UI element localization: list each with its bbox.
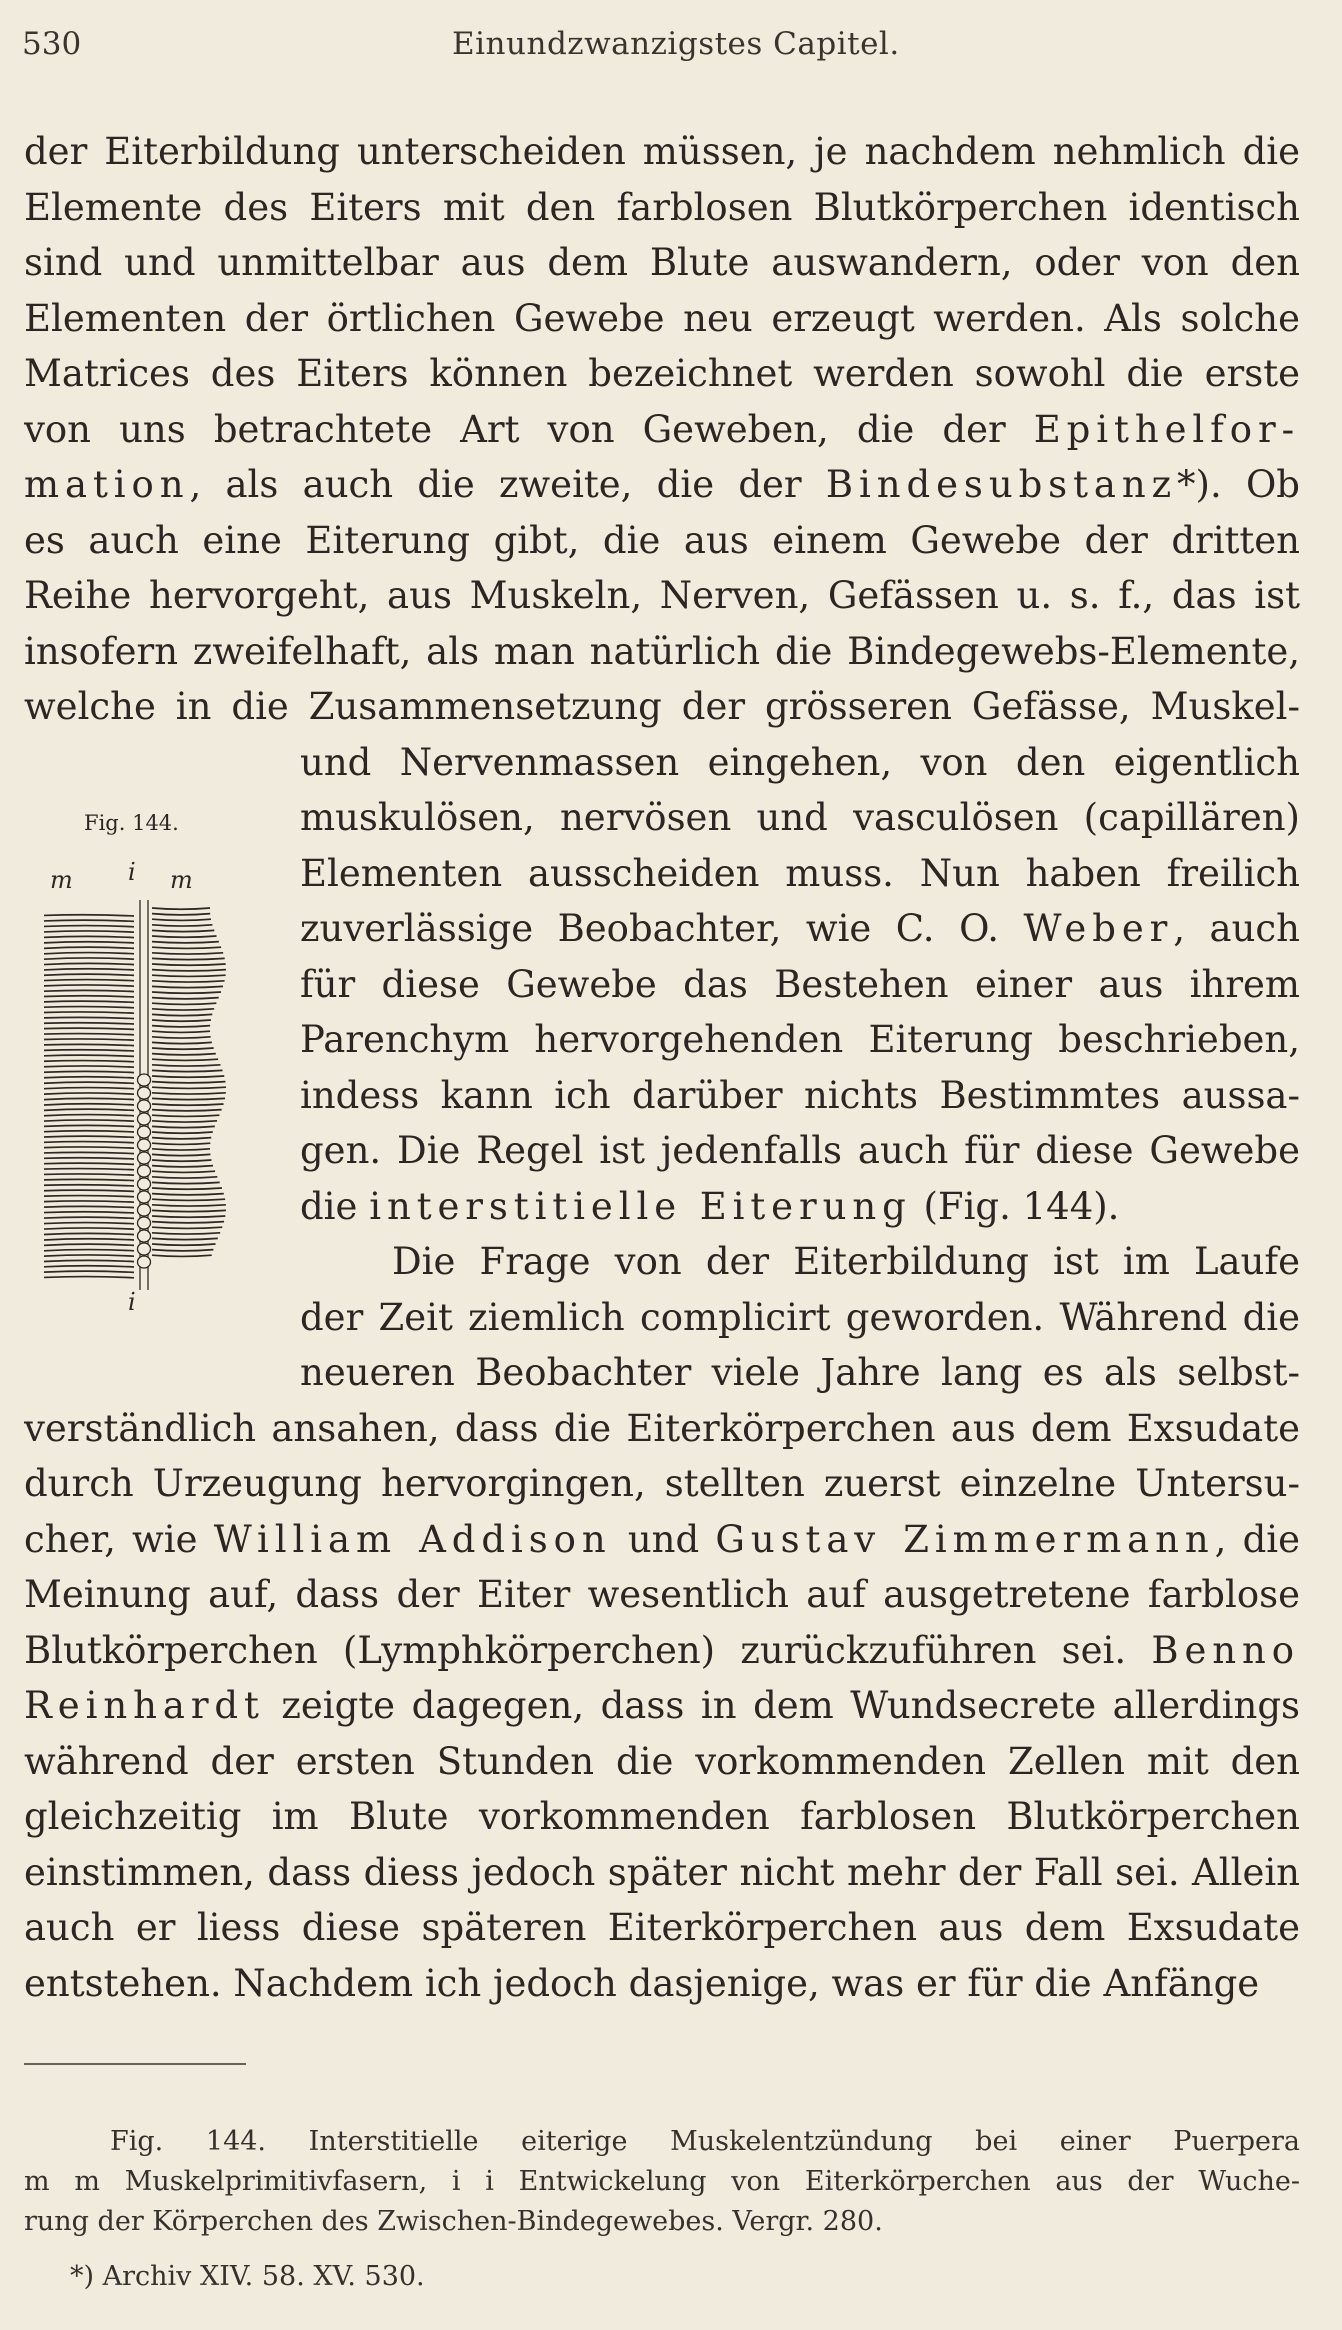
muscle-fiber-line bbox=[152, 1048, 214, 1049]
muscle-fiber-line bbox=[44, 1228, 134, 1229]
muscle-fiber-line bbox=[44, 1034, 134, 1035]
pus-cell bbox=[138, 1074, 151, 1086]
muscle-fiber-line bbox=[44, 1050, 134, 1051]
muscle-fiber-line bbox=[44, 990, 134, 991]
muscle-fiber-line bbox=[152, 1149, 210, 1150]
body-line: Elementen der örtlichen Gewebe neu erzeugt werden. Als solche bbox=[24, 297, 1300, 340]
footnote-rule bbox=[24, 2063, 246, 2065]
muscle-fiber-line bbox=[44, 1266, 134, 1267]
muscle-fiber-line bbox=[44, 926, 134, 927]
muscle-fiber-line bbox=[44, 931, 134, 932]
muscle-fiber-line bbox=[152, 1020, 211, 1021]
muscle-fiber-line bbox=[152, 958, 225, 959]
figure-label: Fig. 144. bbox=[84, 811, 179, 835]
muscle-fiber-line bbox=[44, 1206, 134, 1207]
muscle-fiber-line bbox=[152, 1082, 225, 1083]
body-line: der Eiterbildung unterscheiden müssen, je nachdem nehmlich die bbox=[24, 130, 1300, 173]
muscle-fiber-line bbox=[152, 1182, 220, 1183]
pus-cell bbox=[138, 1165, 151, 1177]
muscle-fiber-line bbox=[152, 1003, 216, 1004]
body-line: von uns betrachtete Art von Geweben, die der Epithelfor- bbox=[24, 408, 1300, 451]
figure-letter: i bbox=[128, 1288, 136, 1316]
muscle-fiber-line bbox=[152, 1054, 216, 1055]
muscle-fiber-line bbox=[44, 1212, 134, 1213]
muscle-fiber-line bbox=[152, 1194, 224, 1195]
muscle-fiber-line bbox=[152, 930, 214, 931]
muscle-fiber-line bbox=[152, 1205, 226, 1206]
muscle-fiber-line bbox=[152, 1210, 226, 1211]
muscle-fiber-line bbox=[44, 1147, 134, 1148]
footnote-line: m m Muskelprimitivfasern, i i Entwickelung von Eiterkörperchen aus der Wuche- bbox=[24, 2166, 1300, 2197]
body-line: Parenchym hervorgehenden Eiterung beschrieben, bbox=[300, 1018, 1300, 1061]
muscle-fiber-line bbox=[44, 1093, 134, 1094]
muscle-fiber-line bbox=[44, 1061, 134, 1062]
muscle-fiber-line bbox=[152, 1244, 216, 1245]
muscle-fiber-line bbox=[152, 992, 221, 993]
pus-cell bbox=[138, 1113, 151, 1125]
muscle-fiber-line bbox=[152, 942, 219, 943]
muscle-fiber-line bbox=[152, 1126, 215, 1127]
muscle-fiber-line bbox=[152, 947, 221, 948]
muscle-fiber-line bbox=[152, 981, 225, 982]
muscle-fiber-line bbox=[152, 1104, 224, 1105]
muscle-fiber-line bbox=[152, 1110, 222, 1111]
muscle-fiber-line bbox=[44, 1044, 134, 1045]
muscle-fiber-line bbox=[152, 925, 212, 926]
muscle-fiber-line bbox=[152, 1087, 226, 1088]
body-line: Reinhardt zeigte dagegen, dass in dem Wundsecrete allerdings bbox=[24, 1684, 1300, 1727]
muscle-fiber-line bbox=[44, 1163, 134, 1164]
muscle-fiber-line bbox=[44, 1131, 134, 1132]
muscle-fiber-line bbox=[44, 1223, 134, 1224]
muscle-fiber-line bbox=[152, 1026, 210, 1027]
body-line: die interstitielle Eiterung (Fig. 144). bbox=[300, 1185, 1120, 1228]
muscle-fiber-line bbox=[152, 1059, 218, 1060]
muscle-fiber-line bbox=[152, 975, 226, 976]
body-line: während der ersten Stunden die vorkommenden Zellen mit den bbox=[24, 1740, 1300, 1783]
muscle-fiber-line bbox=[152, 1255, 212, 1256]
muscle-fiber-line bbox=[152, 1009, 214, 1010]
muscle-fiber-line bbox=[44, 1179, 134, 1180]
muscle-fiber-line bbox=[44, 1007, 134, 1008]
muscle-fiber-line bbox=[44, 1039, 134, 1040]
body-line: auch er liess diese späteren Eiterkörperchen aus dem Exsudate bbox=[24, 1906, 1300, 1949]
body-line: welche in die Zusammensetzung der grösseren Gefässe, Muskel- bbox=[24, 685, 1300, 728]
muscle-fiber-line bbox=[44, 915, 134, 916]
muscle-fiber-line bbox=[44, 1012, 134, 1013]
body-line: zuverlässige Beobachter, wie C. O. Weber, auch bbox=[300, 907, 1300, 950]
muscle-fiber-line bbox=[44, 1077, 134, 1078]
pus-cell bbox=[138, 1243, 151, 1255]
muscle-fiber-line bbox=[152, 986, 223, 987]
figure-letter: m bbox=[170, 866, 193, 894]
muscle-fiber-line bbox=[44, 1120, 134, 1121]
muscle-fiber-line bbox=[44, 974, 134, 975]
muscle-fiber-line bbox=[152, 1132, 213, 1133]
muscle-fiber-line bbox=[44, 958, 134, 959]
muscle-fiber-line bbox=[152, 1238, 218, 1239]
pus-cell bbox=[138, 1256, 151, 1268]
chapter-title: Einundzwanzigstes Capitel. bbox=[452, 26, 900, 62]
muscle-fiber-line bbox=[152, 1138, 211, 1139]
muscle-fiber-line bbox=[44, 1271, 134, 1272]
muscle-fiber-line bbox=[44, 1098, 134, 1099]
muscle-fiber-line bbox=[44, 980, 134, 981]
muscle-fiber-line bbox=[152, 1199, 225, 1200]
muscle-fiber-line bbox=[152, 914, 210, 915]
body-line: gen. Die Regel ist jedenfalls auch für diese Gewebe bbox=[300, 1129, 1300, 1172]
muscle-fiber-line bbox=[152, 1177, 217, 1178]
muscle-fiber-line bbox=[152, 1216, 225, 1217]
muscle-fiber-line bbox=[44, 1158, 134, 1159]
footnote-line: Fig. 144. Interstitielle eiterige Muskelentzündung bei einer Puerpera bbox=[110, 2126, 1300, 2157]
muscle-fiber-line bbox=[44, 963, 134, 964]
muscle-fiber-line bbox=[44, 1082, 134, 1083]
muscle-fiber-line bbox=[44, 1233, 134, 1234]
pus-cell bbox=[138, 1178, 151, 1190]
muscle-fiber-line bbox=[44, 1125, 134, 1126]
muscle-fiber-line bbox=[152, 1076, 224, 1077]
muscle-fiber-line bbox=[152, 1171, 215, 1172]
body-line: Elementen ausscheiden muss. Nun haben freilich bbox=[300, 852, 1300, 895]
muscle-fiber-line bbox=[152, 1222, 224, 1223]
muscle-fiber-line bbox=[44, 1109, 134, 1110]
body-line: sind und unmittelbar aus dem Blute auswandern, oder von den bbox=[24, 241, 1300, 284]
pus-cell bbox=[138, 1100, 151, 1112]
muscle-fiber-line bbox=[152, 953, 223, 954]
muscle-fiber-line bbox=[44, 969, 134, 970]
pus-cell bbox=[138, 1230, 151, 1242]
muscle-fiber-line bbox=[44, 1017, 134, 1018]
body-line: Meinung auf, dass der Eiter wesentlich auf ausgetretene farblose bbox=[24, 1573, 1300, 1616]
pus-cell bbox=[138, 1152, 151, 1164]
body-line: und Nervenmassen eingehen, von den eigentlich bbox=[300, 741, 1300, 784]
muscle-fiber-line bbox=[44, 1088, 134, 1089]
muscle-fiber-line bbox=[152, 1188, 222, 1189]
muscle-fiber-line bbox=[152, 1115, 219, 1116]
muscle-fiber-line bbox=[44, 985, 134, 986]
pus-cell bbox=[138, 1217, 151, 1229]
muscle-fiber-line bbox=[44, 1260, 134, 1261]
body-line: neueren Beobachter viele Jahre lang es als selbst- bbox=[300, 1351, 1300, 1394]
muscle-fiber-line bbox=[152, 964, 226, 965]
pus-cell bbox=[138, 1139, 151, 1151]
muscle-fiber-line bbox=[152, 1098, 225, 1099]
muscle-fiber-line bbox=[44, 1066, 134, 1067]
muscle-fiber-line bbox=[44, 947, 134, 948]
muscle-fiber-line bbox=[152, 1037, 211, 1038]
muscle-fiber-line bbox=[44, 953, 134, 954]
body-line: Die Frage von der Eiterbildung ist im Laufe bbox=[392, 1240, 1300, 1283]
body-line: Blutkörperchen (Lymphkörperchen) zurückzuführen sei. Benno bbox=[24, 1629, 1300, 1672]
muscle-fiber-line bbox=[152, 919, 211, 920]
muscle-fiber-figure bbox=[44, 850, 236, 1320]
muscle-fiber-line bbox=[152, 1227, 222, 1228]
muscle-fiber-line bbox=[44, 1190, 134, 1191]
figure-letter: i bbox=[128, 858, 136, 886]
muscle-fiber-line bbox=[44, 1185, 134, 1186]
body-line: Reihe hervorgeht, aus Muskeln, Nerven, Gefässen u. s. f., das ist bbox=[24, 574, 1300, 617]
muscle-fiber-line bbox=[44, 1028, 134, 1029]
muscle-fiber-line bbox=[44, 1250, 134, 1251]
muscle-fiber-line bbox=[152, 1093, 226, 1094]
muscle-fiber-line bbox=[152, 1031, 210, 1032]
muscle-fiber-line bbox=[44, 942, 134, 943]
body-line: muskulösen, nervösen und vasculösen (capillären) bbox=[300, 796, 1300, 839]
body-line: indess kann ich darüber nichts Bestimmtes aussa- bbox=[300, 1074, 1300, 1117]
muscle-fiber-line bbox=[44, 1104, 134, 1105]
muscle-fiber-line bbox=[152, 1160, 211, 1161]
muscle-fiber-line bbox=[152, 1250, 213, 1251]
body-line: entstehen. Nachdem ich jedoch dasjenige, was er für die Anfänge bbox=[24, 1962, 1260, 2005]
muscle-fiber-line bbox=[152, 1065, 220, 1066]
muscle-fiber-line bbox=[152, 908, 210, 909]
muscle-fiber-line bbox=[44, 1201, 134, 1202]
muscle-fiber-line bbox=[44, 1196, 134, 1197]
body-line: cher, wie William Addison und Gustav Zimmermann, die bbox=[24, 1518, 1300, 1561]
muscle-fiber-line bbox=[152, 970, 226, 971]
body-line: Elemente des Eiters mit den farblosen Blutkörperchen identisch bbox=[24, 186, 1300, 229]
muscle-fiber-line bbox=[152, 1154, 210, 1155]
pus-cell bbox=[138, 1191, 151, 1203]
muscle-fiber-line bbox=[152, 1166, 213, 1167]
muscle-fiber-line bbox=[44, 936, 134, 937]
muscle-fiber-line bbox=[152, 1121, 217, 1122]
muscle-fiber-line bbox=[152, 1143, 210, 1144]
pus-cell bbox=[138, 1126, 151, 1138]
muscle-fiber-line bbox=[44, 1244, 134, 1245]
muscle-fiber-line bbox=[152, 1070, 223, 1071]
muscle-fiber-line bbox=[44, 996, 134, 997]
muscle-fiber-line bbox=[44, 920, 134, 921]
muscle-fiber-line bbox=[44, 1071, 134, 1072]
muscle-fiber-line bbox=[152, 936, 217, 937]
muscle-fiber-line bbox=[152, 1042, 212, 1043]
muscle-fiber-line bbox=[44, 1277, 134, 1278]
muscle-fiber-line bbox=[44, 1152, 134, 1153]
body-line: mation, als auch die zweite, die der Bindesubstanz*). Ob bbox=[24, 463, 1300, 506]
muscle-fiber-line bbox=[44, 1115, 134, 1116]
muscle-fiber-line bbox=[44, 1001, 134, 1002]
muscle-fiber-line bbox=[44, 1055, 134, 1056]
body-line: für diese Gewebe das Bestehen einer aus ihrem bbox=[300, 963, 1300, 1006]
muscle-fiber-line bbox=[152, 998, 219, 999]
muscle-fiber-line bbox=[44, 1217, 134, 1218]
muscle-fiber-line bbox=[44, 1239, 134, 1240]
body-line: der Zeit ziemlich complicirt geworden. Während die bbox=[300, 1296, 1300, 1339]
body-line: einstimmen, dass diess jedoch später nicht mehr der Fall sei. Allein bbox=[24, 1851, 1300, 1894]
muscle-fiber-line bbox=[44, 1136, 134, 1137]
muscle-fiber-line bbox=[152, 1233, 220, 1234]
body-line: insofern zweifelhaft, als man natürlich die Bindegewebs-Elemente, bbox=[24, 630, 1300, 673]
muscle-fiber-line bbox=[152, 1014, 212, 1015]
muscle-fiber-line bbox=[44, 1169, 134, 1170]
pus-cell bbox=[138, 1204, 151, 1216]
body-line: durch Urzeugung hervorgingen, stellten zuerst einzelne Untersu- bbox=[24, 1462, 1300, 1505]
body-line: verständlich ansahen, dass die Eiterkörperchen aus dem Exsudate bbox=[24, 1407, 1300, 1450]
body-line: Matrices des Eiters können bezeichnet werden sowohl die erste bbox=[24, 352, 1300, 395]
muscle-fiber-line bbox=[44, 1023, 134, 1024]
muscle-fiber-line bbox=[44, 1174, 134, 1175]
body-line: es auch eine Eiterung gibt, die aus einem Gewebe der dritten bbox=[24, 519, 1300, 562]
pus-cell bbox=[138, 1087, 151, 1099]
muscle-fiber-line bbox=[44, 1142, 134, 1143]
page-number: 530 bbox=[22, 26, 82, 62]
footnote-line: *) Archiv XIV. 58. XV. 530. bbox=[70, 2261, 425, 2292]
footnote-line: rung der Körperchen des Zwischen-Bindegewebes. Vergr. 280. bbox=[24, 2206, 883, 2237]
muscle-fiber-line bbox=[44, 1255, 134, 1256]
figure-letter: m bbox=[50, 866, 73, 894]
body-line: gleichzeitig im Blute vorkommenden farblosen Blutkörperchen bbox=[24, 1795, 1300, 1838]
